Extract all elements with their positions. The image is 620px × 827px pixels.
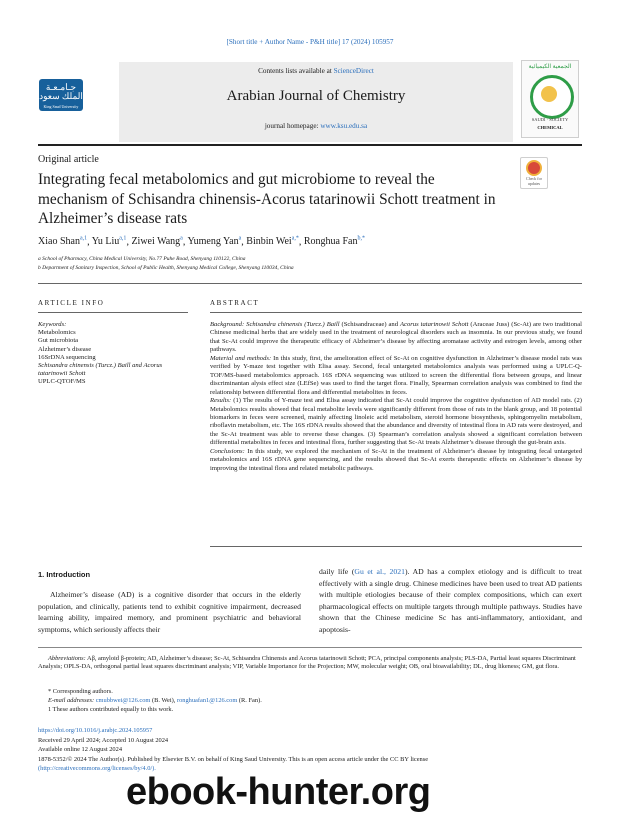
available-date: Available online 12 August 2024 [38, 746, 123, 753]
university-logo-english: King Saud University [43, 104, 79, 109]
university-logo-arabic: جـامـعـة الملك سعود [39, 82, 83, 101]
author-list: Xiao Shan$^{a,1}$, Yu Liu$^{a,1}$, Ziwei Wang$^a$, Yumeng Yan$^a$, Binbin Wei$^{a,*}$, Ronghua Fan$^{b,*}$ [38, 236, 365, 248]
email-link[interactable]: cmubbwei@126.com [95, 697, 151, 704]
license-link[interactable]: (http://creativecommons.org/licenses/by/4.0/). [38, 765, 156, 772]
contents-line: Contents lists available at ScienceDirect [258, 67, 374, 75]
homepage-line: journal homepage: www.ksu.edu.sa [264, 122, 368, 130]
author[interactable]: Yumeng Yan$^a$ [187, 236, 242, 248]
license-text: 1878-5352/© 2024 The Author(s). Published by Elsevier B.V. on behalf of King Saud University. This is an open access article under the CC BY license [38, 756, 429, 763]
keywords-label: Keywords: [38, 321, 67, 328]
header-rule [38, 144, 582, 146]
abstract-methods: Material and methods: In this study, first, the amelioration effect of Sc-At on cognitive dysfunction in Alzheimer’s disease model rats was verified by Y-maze test together with Elisa assay. Second, fecal untargeted metabolomics analysis was performed using a UPLC-Q-TOF/MS-based metabolomics approach. 16S rDNA sequencing was utilized to screen the differential flora between groups, and linear discriminantan alysis effect size (LEfSe) was used to find the target flora. Finally, Spearman correlation analysis was combined to find the relationship between differential flora and differential metabolites in feces. [210, 354, 582, 396]
received-dates: Received 29 April 2024; Accepted 10 August 2024 [38, 737, 169, 744]
university-logo [39, 79, 83, 111]
intro-right-column: daily life (Gu et al., 2021). AD has a complex etiology and is difficult to treat effectively with a single drug. Chinese medicines have been used to treat AD patients with multiple etiologies because of their complex compositions, which can exert pharmacological effects on multiple targets through multiple pathways. Studies have shown that the Chinese medicine Sc has anti-inflammatory, antioxidant, and apoptosis- [319, 567, 582, 634]
keyword: Schisandra chinensis (Turcz.) Baill and Acorus tatarinowii Schott [38, 362, 163, 378]
abstract-end-rule [210, 546, 582, 547]
keyword: 16SrDNA sequencing [38, 353, 96, 361]
author[interactable]: Ziwei Wang$^a$ [131, 236, 183, 248]
update-badge-icon [526, 160, 542, 176]
citation-link[interactable]: Gu et al., 2021 [354, 567, 405, 576]
seal-arabic-text: الجمعية الكيميائية [528, 64, 572, 70]
affiliation-rule [38, 283, 582, 284]
author[interactable]: Yu Liu$^{a,1}$ [91, 236, 127, 248]
affiliation: b Department of Sanitary Inspection, School of Public Health, Shenyang Medical College, Shenyang 110034, China [38, 265, 294, 271]
abstract-results: Results: (1) The results of Y-maze test and Elisa assay indicated that Sc-At could improve the cognitive dysfunction of AD model rats. (2) Metabolomics results showed that fecal metabolite levels were significantly different from those of rats in the blank group, and 18 potential biomarkers in feces were screened, mainly affecting linoleic acid metabolism, steroid hormone biosynthesis, sphingomyelin metabolism, riboflavin metabolism, etc. The 16S rDNA results showed that the abundance and diversity of intestinal flora in AD rats were destroyed, and the Sc-At treatment was able to reverse these changes. (3) Spearman’s correlation analysis showed a significant correlation between differential metabolites in feces and intestinal flora, further suggesting that Sc-At treats Alzheimer’s disease through the gut-brain axis. [210, 397, 582, 447]
keyword: Alzheimer’s disease [38, 345, 92, 353]
abbreviations-footnote: Abbreviations: Aβ, amyloid β-protein; AD, Alzheimer’s disease; Sc-At, Schisandra Chinensis and Acorus tatarinowii Schott; PCA, principal components analysis; PLS-DA, Partial least squares Discriminant Analysis; OPLS-DA, orthogonal partial least squares discriminant analysis; VIP, Variable Importance for the Projection; MW, molecular weight; OB, oral bioavailability; DL, drug likeness; GM, gut flora. [38, 655, 576, 671]
seal-chemical-text: CHEMICAL [537, 125, 563, 130]
article-title: Integrating fecal metabolomics and gut microbiome to reveal the mechanism of Schisandra chinensis-Acorus tatarinowii Schott treatment in Alzheimer’s disease rats [38, 171, 496, 227]
abstract-background: Background: Schisandra chinensis (Turcz.) Baill (Schisandraceae) and Acorus tatarinowii Schott (Araceae Juss) (Sc-At) are two traditional Chinese medicinal herbs that are widely used in the treatment of neurological disorders such as insomnia. In our previous study, we found that Sc-At could improve the therapeutic efficacy of Alzheimer’s disease by affecting aromatase activity and estrogen levels, among other pathways. [210, 321, 582, 354]
abstract-heading: ABSTRACT [210, 299, 260, 307]
abstract-rule [210, 312, 582, 313]
article-info-heading: ARTICLE INFO [38, 299, 105, 307]
email-link[interactable]: ronghuafan1@126.com [176, 697, 238, 704]
author[interactable]: Binbin Wei$^{a,*}$ [246, 236, 299, 248]
keyword: Metabolomics [38, 329, 76, 337]
running-head: [Short title + Author Name - P&H title] 17 (2024) 105957 [226, 38, 394, 46]
journal-header [119, 62, 513, 142]
corresponding-footnote: * Corresponding authors. [48, 688, 113, 695]
author[interactable]: Ronghua Fan$^{b,*}$ [303, 236, 365, 248]
author[interactable]: Xiao Shan$^{a,1}$ [38, 236, 88, 248]
seal-ring-icon [530, 75, 574, 119]
keywords-block [38, 321, 188, 387]
affiliation: a School of Pharmacy, China Medical University, No.77 Puhe Road, Shenyang 110122, China [38, 256, 246, 262]
journal-name: Arabian Journal of Chemistry [226, 88, 406, 104]
check-for-updates-label: Check for updates [526, 176, 542, 186]
homepage-link[interactable]: www.ksu.edu.sa [320, 122, 368, 130]
article-type: Original article [38, 154, 99, 165]
seal-flask-icon [541, 86, 557, 102]
abstract-body [210, 321, 582, 473]
equal-contribution-footnote: 1 These authors contributed equally to this work. [48, 706, 174, 713]
society-seal-logo [521, 60, 579, 138]
abstract-conclusions: Conclusions: In this study, we explored the mechanism of Sc-At in the treatment of Alzheimer’s disease by integrating fecal untargeted metabolomics and 16S rDNA gene sequencing, and the results showed that Sc-At exerts therapeutic effects on Alzheimer’s disease by improving the intestinal flora and related metabolic pathways. [210, 447, 582, 472]
doi-link[interactable]: https://doi.org/10.1016/j.arabjc.2024.105957 [38, 727, 153, 734]
watermark: ebook-hunter.org [126, 771, 431, 813]
keyword: UPLC-QTOF/MS [38, 378, 86, 386]
seal-society-text: SAUDI · SOCIETY [531, 117, 569, 122]
intro-left-column: Alzheimer’s disease (AD) is a cognitive disorder that occurs in the elderly population, and clinically, patients tend to exhibit cognitive impairment, decreased learning ability, impaired memory, and prominent psychiatric and behavioral symptoms, which seriously affects their [38, 590, 301, 634]
introduction-heading: 1. Introduction [38, 570, 91, 579]
check-for-updates-button[interactable] [520, 157, 548, 189]
keyword: Gut microbiota [38, 337, 79, 345]
info-rule [38, 312, 188, 313]
sciencedirect-link[interactable]: ScienceDirect [333, 67, 374, 75]
footnote-rule [38, 647, 582, 648]
email-footnote: E-mail addresses: cmubbwei@126.com (B. Wei), ronghuafan1@126.com (R. Fan). [48, 697, 262, 704]
